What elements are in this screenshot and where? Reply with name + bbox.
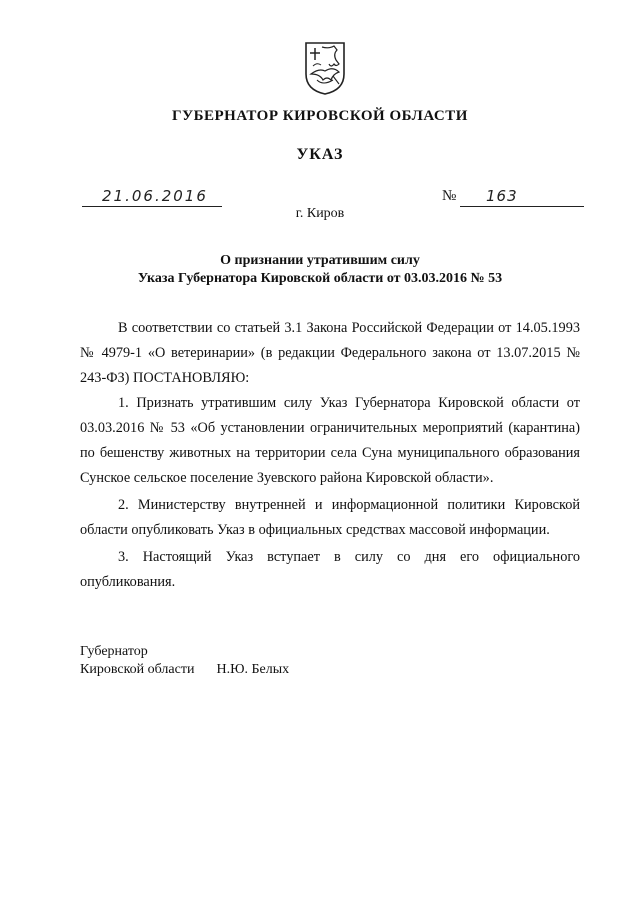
document-title	[0, 252, 640, 288]
clause-3	[80, 545, 580, 595]
paragraph-text: 3. Настоящий Указ вступает в силу со дня его официального опубликования.	[80, 549, 580, 590]
document-type: УКАЗ	[296, 146, 344, 163]
signatory-name: Н.Ю. Белых	[216, 662, 290, 677]
number-field	[460, 188, 584, 207]
paragraph-text: 1. Признать утратившим силу Указ Губернатора Кировской области от 03.03.2016 № 53 «Об установлении ограничительных мероприятий (карантина) по бешенству животных на территории села Суна муниципального образования Сунское сельское поселение Зуевского района Кировской области».	[80, 395, 580, 486]
paragraph-text: В соответствии со статьей 3.1 Закона Российской Федерации от 14.05.1993 № 4979-1 «О ветеринарии» (в редакции Федерального закона от 13.07.2015 № 243-ФЗ) ПОСТАНОВЛЯЮ:	[80, 320, 580, 386]
signatory-position: Губернатор	[80, 644, 148, 659]
signatory-region: Кировской области	[80, 662, 195, 677]
city: г. Киров	[295, 206, 345, 221]
coat-of-arms-icon	[303, 40, 347, 96]
date-field	[82, 188, 222, 207]
signature-block	[80, 643, 289, 679]
clause-1	[80, 391, 580, 491]
handwritten-number: 163	[486, 187, 518, 205]
title-line-2: Указа Губернатора Кировской области от 03.03.2016 № 53	[137, 271, 503, 286]
clause-2	[80, 493, 580, 543]
paragraph-text: 2. Министерству внутренней и информационной политики Кировской области опубликовать Указ в официальных средствах массовой информации.	[80, 497, 580, 538]
number-label: №	[442, 188, 457, 204]
preamble-paragraph	[80, 316, 580, 391]
title-line-1: О признании утратившим силу	[220, 253, 420, 268]
signatory-region-line	[80, 661, 289, 679]
issuer-heading: ГУБЕРНАТОР КИРОВСКОЙ ОБЛАСТИ	[172, 108, 468, 124]
handwritten-date: 21.06.2016	[102, 187, 208, 205]
